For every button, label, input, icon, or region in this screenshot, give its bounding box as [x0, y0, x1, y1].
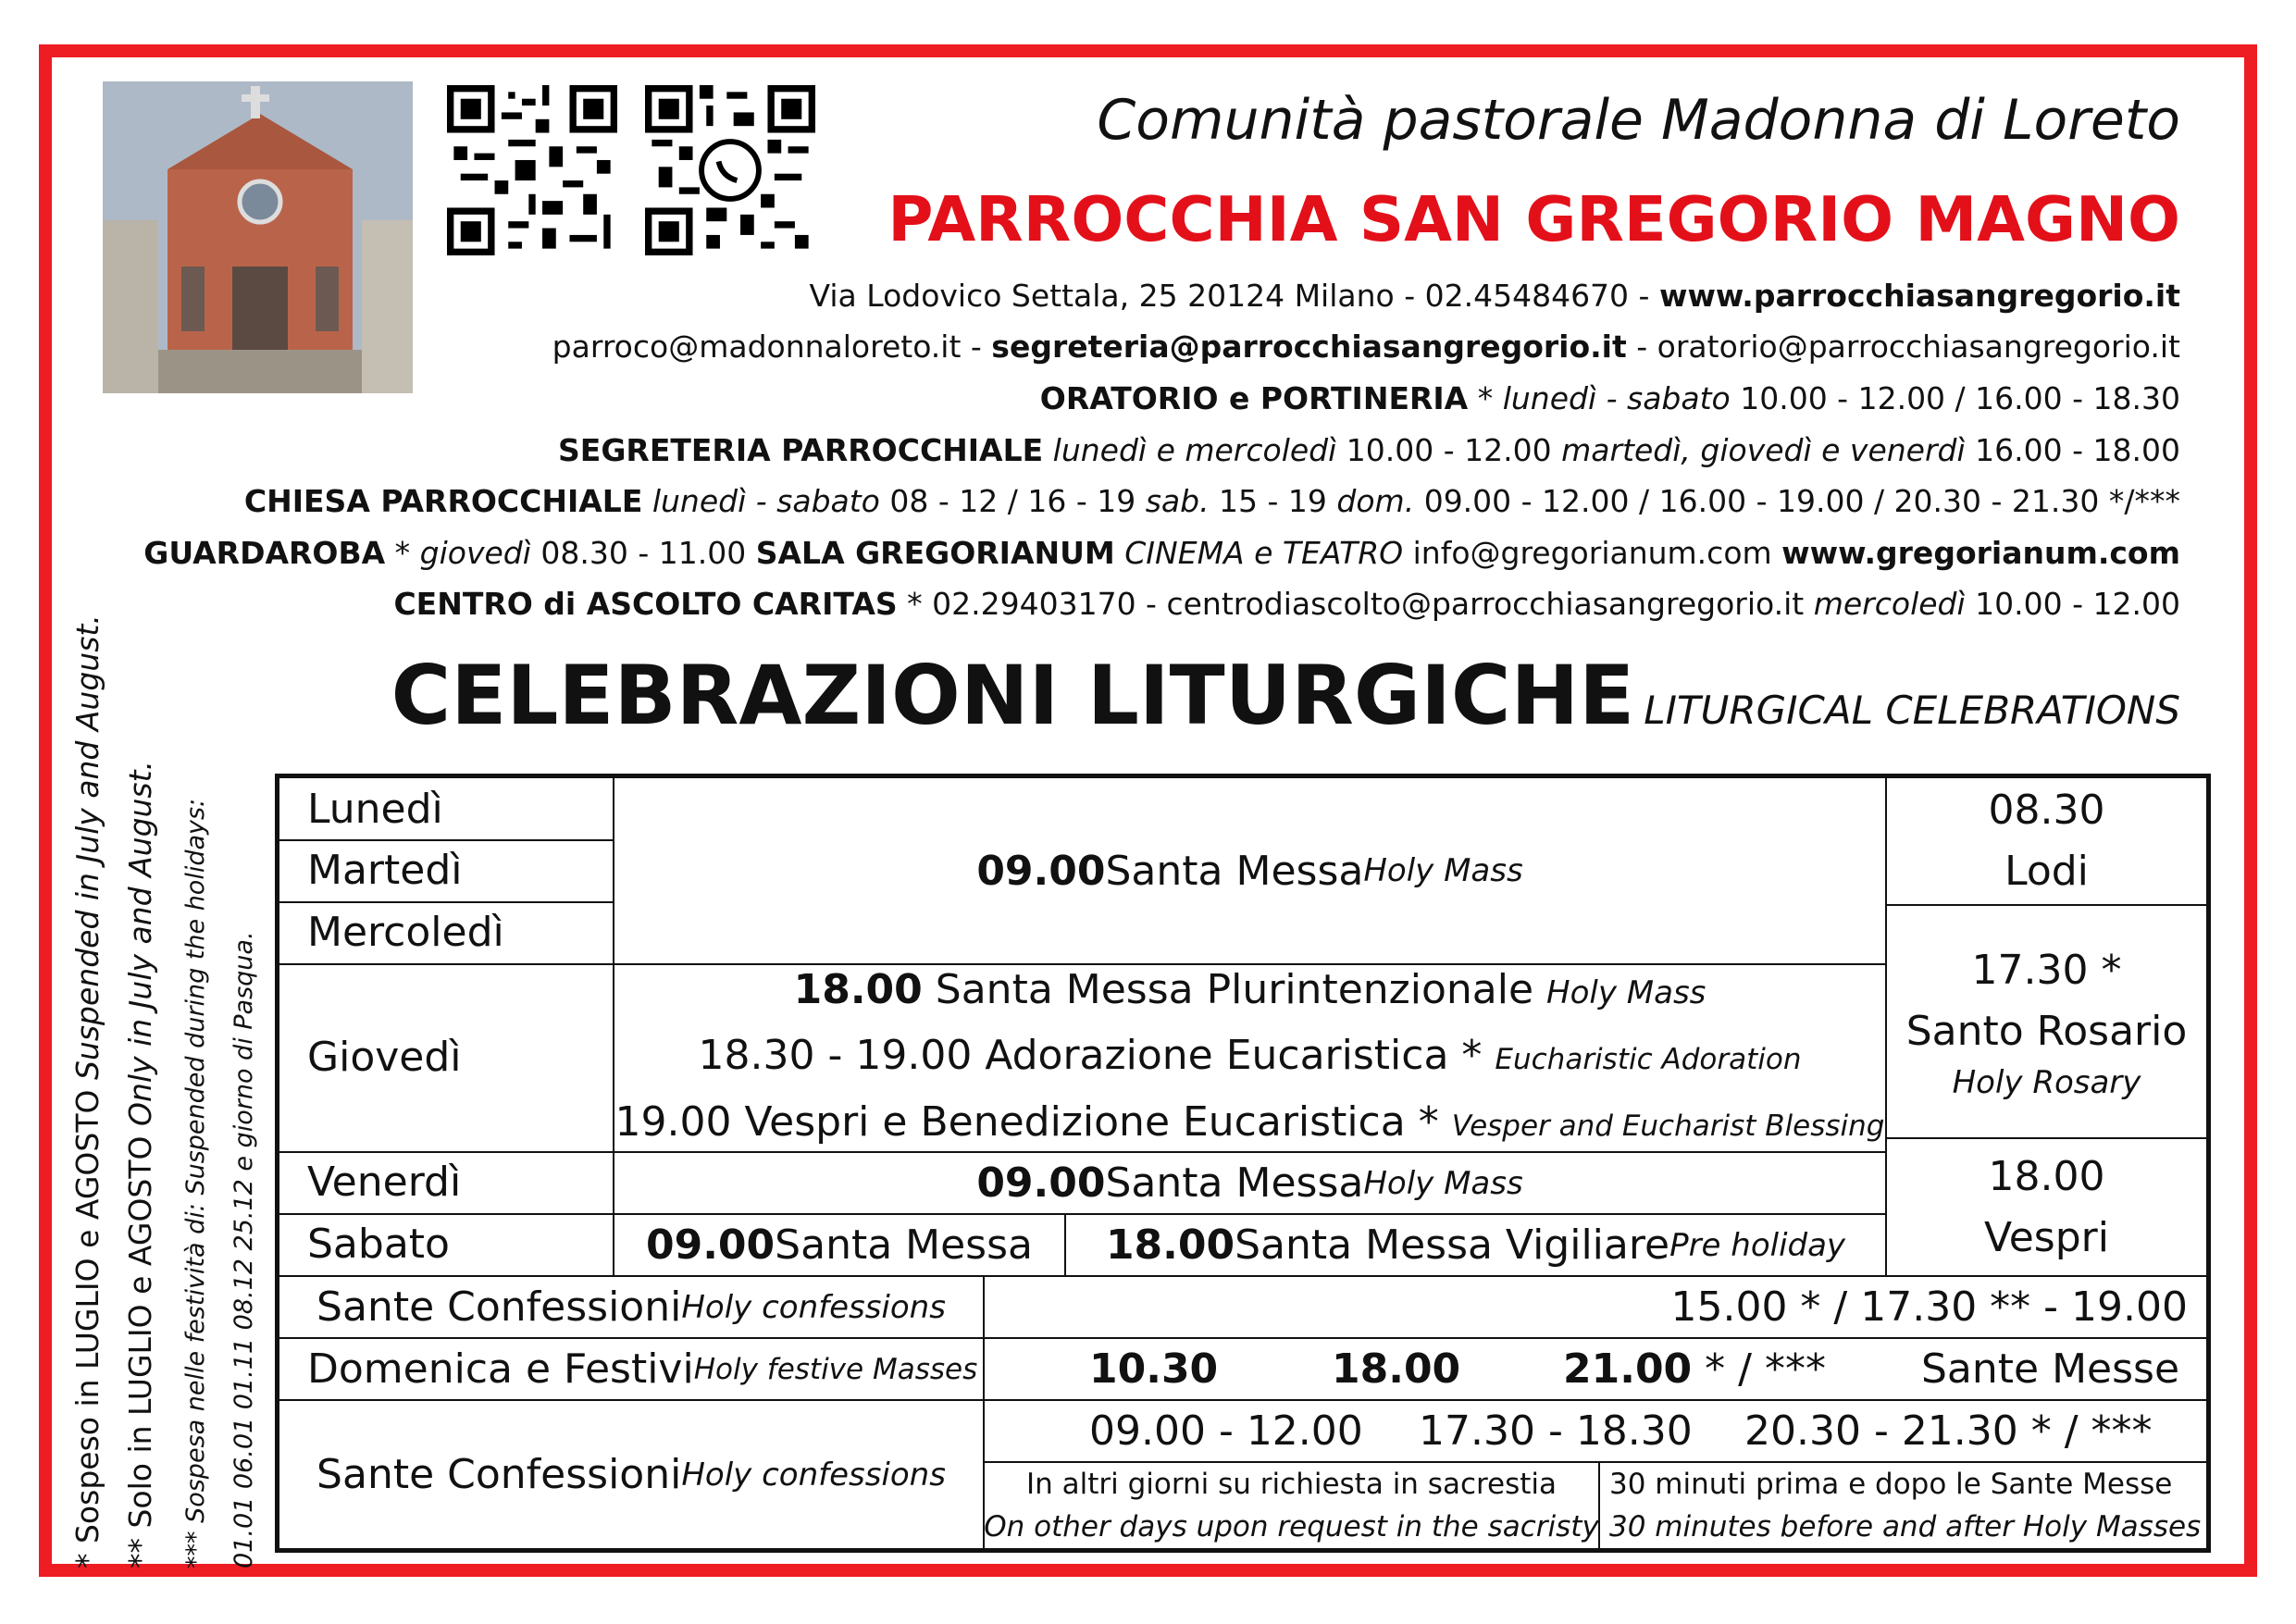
church-photo [103, 81, 413, 393]
qr-code-whatsapp [645, 85, 815, 255]
gregorianum-email[interactable]: info@gregorianum.com [1403, 535, 1782, 571]
sunday-mass-3-note: * / *** [1692, 1345, 1826, 1393]
adoration-label: 18.30 - 19.00 Adorazione Eucaristica * [698, 1032, 1496, 1079]
confessions-label [279, 1277, 983, 1337]
title-english: LITURGICAL CELEBRATIONS [1644, 688, 2180, 733]
note-holidays: *** Sospesa nelle festività di: Suspended during the holidays: [181, 798, 210, 1568]
guardaroba-line [143, 535, 2180, 571]
note-only-it: ** Solo in LUGLIO e AGOSTO [122, 1125, 158, 1568]
sunday-mass-3: 21.00 [1563, 1345, 1693, 1393]
schedule-table [275, 774, 2211, 1553]
confessions-sunday-en: Holy confessions [681, 1456, 946, 1494]
confessions-before-masses [1600, 1463, 2206, 1548]
guardaroba-day: giovedì [419, 535, 531, 571]
church-hours [244, 483, 2180, 519]
church-days: lunedì - sabato [642, 483, 880, 519]
vigil-mass-en: Pre holiday [1669, 1226, 1846, 1264]
vigil-mass-label: Santa Messa Vigiliare [1235, 1221, 1670, 1269]
parroco-email[interactable]: parroco@madonnaloreto.it - [552, 329, 992, 365]
church-sun-label: dom. [1336, 483, 1415, 519]
address: Via Lodovico Settala, 25 20124 Milano - 02.45484670 - [809, 278, 1659, 314]
saturday-morning-mass [614, 1215, 1064, 1275]
caritas-day: mercoledì [1813, 586, 1966, 622]
confession-range-3: 20.30 - 21.30 * / *** [1744, 1407, 2153, 1455]
qr-code-website [447, 85, 617, 255]
church-times: 08 - 12 / 16 - 19 [879, 483, 1146, 519]
friday-mass-label: Santa Messa [1105, 1159, 1364, 1207]
mass-time: 09.00 [976, 847, 1106, 895]
oratorio-hours [1040, 380, 2180, 416]
friday-mass [614, 1153, 1885, 1213]
gregorianum-label: SALA GREGORIANUM [755, 535, 1115, 571]
church-sun-times: 09.00 - 12.00 / 16.00 - 19.00 / 20.30 - 21.30 */*** [1414, 483, 2180, 519]
vespers-label: 19.00 Vespri e Benedizione Eucaristica * [614, 1098, 1452, 1146]
confession-range-2: 17.30 - 18.30 [1419, 1407, 1693, 1455]
title-italian: CELEBRAZIONI LITURGICHE [391, 648, 1635, 743]
confessions-sunday-times [985, 1401, 2206, 1461]
confessions-other-days [985, 1463, 1598, 1548]
confessions-sunday-it: Sante Confessioni [316, 1451, 682, 1498]
sunday-it: Domenica e Festivi [307, 1345, 694, 1393]
thursday-mass-en: Holy Mass [1546, 974, 1706, 1011]
confession-range-1: 09.00 - 12.00 [1089, 1407, 1363, 1455]
segreteria-times-2: 16.00 - 18.00 [1965, 432, 2180, 468]
email-line [552, 329, 2180, 365]
thursday-mass-label: Santa Messa Plurintenzionale [922, 966, 1547, 1013]
vespers-en: Vesper and Eucharist Blessing [1451, 1110, 1885, 1143]
note-suspended-it: * Sospeso in LUGLIO e AGOSTO [69, 1080, 105, 1568]
day-friday: Venerdì [307, 1159, 462, 1206]
lodi-label: Lodi [2004, 848, 2089, 895]
segreteria-label: SEGRETERIA PARROCCHIALE [558, 432, 1044, 468]
rosary-label: Santo Rosario [1905, 1008, 2188, 1055]
weekday-mass [614, 778, 1885, 963]
oratorio-days: lunedì - sabato [1502, 380, 1731, 416]
address-line [810, 278, 2180, 314]
thursday-celebrations [614, 965, 1885, 1151]
thursday-mass [794, 959, 1706, 1024]
mass-label: Santa Messa [1105, 847, 1364, 895]
community-name: Comunità pastorale Madonna di Loreto [1097, 88, 2180, 153]
rosary-time: 17.30 * [1971, 947, 2122, 994]
sunday-masses [985, 1339, 2206, 1399]
day-monday: Lunedì [307, 785, 443, 833]
note-only-summer [122, 761, 158, 1568]
day-thursday: Giovedì [307, 1034, 462, 1081]
before-masses-it: 30 minuti prima e dopo le Sante Messe [1609, 1468, 2173, 1501]
sunday-mass-2: 18.00 [1332, 1345, 1461, 1393]
saturday-mass-label: Santa Messa [775, 1221, 1033, 1269]
other-days-it: In altri giorni su richiesta in sacrestia [1025, 1468, 1558, 1501]
segreteria-days-1: lunedì e mercoledì [1043, 432, 1337, 468]
guardaroba-times: 08.30 - 11.00 [530, 535, 756, 571]
oratorio-times: 10.00 - 12.00 / 16.00 - 18.30 [1730, 380, 2180, 416]
confessions-it: Sante Confessioni [316, 1283, 682, 1331]
church-label: CHIESA PARROCCHIALE [243, 483, 643, 519]
sunday-masses-label: Sante Messe [1921, 1345, 2180, 1393]
thursday-vespers [615, 1091, 1885, 1158]
sunday-en: Holy festive Masses [693, 1352, 978, 1386]
guardaroba-label: GUARDAROBA [143, 535, 386, 571]
sunday-mass-1: 10.30 [1089, 1345, 1219, 1393]
church-sat-times: 15 - 19 [1209, 483, 1337, 519]
asterisk: * [1468, 380, 1503, 416]
segreteria-times-1: 10.00 - 12.00 [1336, 432, 1562, 468]
asterisk: * [385, 535, 420, 571]
gregorianum-website[interactable]: www.gregorianum.com [1781, 535, 2180, 571]
rosary-block [1887, 906, 2206, 1137]
confessions-times: 15.00 * / 17.30 ** - 19.00 [1670, 1283, 2188, 1331]
saturday-vigil-mass [1066, 1215, 1885, 1275]
vespri-block [1887, 1139, 2206, 1275]
day-tuesday: Martedì [307, 847, 463, 894]
caritas-times: 10.00 - 12.00 [1965, 586, 2180, 622]
sunday-label [279, 1339, 983, 1399]
saturday-mass-time: 09.00 [645, 1221, 776, 1269]
other-days-en: On other days upon request in the sacristy [984, 1510, 1599, 1543]
segreteria-email[interactable]: segreteria@parrocchiasangregorio.it [991, 329, 1627, 365]
vespri-label: Vespri [1984, 1213, 2109, 1261]
note-suspended-en: Suspended in July and August. [69, 614, 105, 1081]
rosary-en: Holy Rosary [1952, 1064, 2141, 1101]
friday-mass-time: 09.00 [976, 1159, 1106, 1207]
church-sat-label: sab. [1145, 483, 1210, 519]
segreteria-hours [558, 432, 2180, 468]
section-title [391, 648, 2180, 743]
caritas-label: CENTRO di ASCOLTO CARITAS [393, 586, 898, 622]
caritas-line [393, 586, 2180, 622]
lodi-time: 08.30 [1988, 787, 2105, 834]
gregorianum-desc: CINEMA e TEATRO [1114, 535, 1404, 571]
thursday-mass-time: 18.00 [793, 966, 923, 1013]
lodi-block [1887, 778, 2206, 904]
caritas-contact[interactable]: * 02.29403170 - centrodiascolto@parrocchiasangregorio.it [897, 586, 1814, 622]
oratorio-label: ORATORIO e PORTINERIA [1039, 380, 1469, 416]
before-masses-en: 30 minutes before and after Holy Masses [1609, 1510, 2202, 1543]
mass-label-en: Holy Mass [1363, 852, 1523, 889]
note-suspended [69, 614, 105, 1568]
confessions-sunday-label [279, 1401, 983, 1548]
thursday-adoration [699, 1024, 1802, 1091]
note-only-en: Only in July and August. [122, 760, 158, 1126]
day-saturday: Sabato [307, 1221, 450, 1268]
parish-name: PARROCCHIA SAN GREGORIO MAGNO [887, 183, 2180, 255]
website-link[interactable]: www.parrocchiasangregorio.it [1658, 278, 2180, 314]
day-wednesday: Mercoledì [307, 909, 504, 956]
vespri-time: 18.00 [1988, 1152, 2105, 1200]
note-holiday-dates: 01.01 06.01 01.11 08.12 25.12 e giorno di Pasqua. [230, 931, 258, 1568]
friday-mass-en: Holy Mass [1363, 1164, 1523, 1202]
confessions-en: Holy confessions [681, 1288, 946, 1326]
oratorio-email[interactable]: - oratorio@parrocchiasangregorio.it [1626, 329, 2180, 365]
vigil-mass-time: 18.00 [1105, 1221, 1235, 1269]
adoration-en: Eucharistic Adoration [1495, 1043, 1802, 1076]
segreteria-days-2: martedì, giovedì e venerdì [1561, 432, 1966, 468]
